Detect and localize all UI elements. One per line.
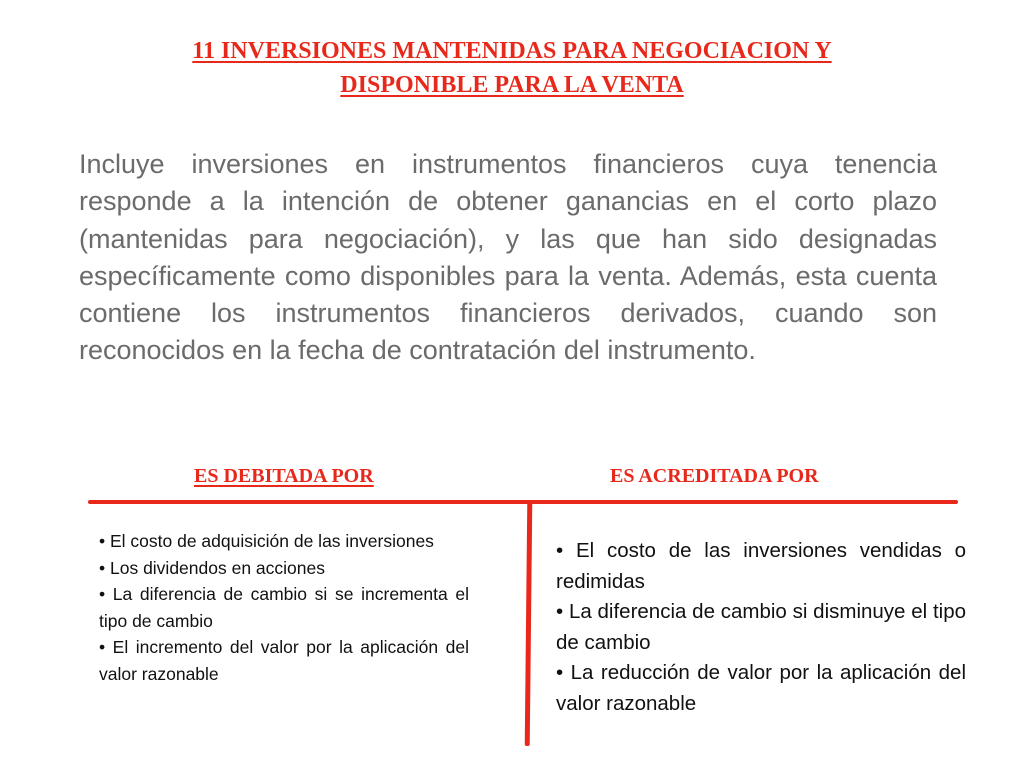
credit-list-item: • La reducción de valor por la aplicación del valor razonable [556,661,966,715]
debit-heading: ES DEBITADA POR [194,465,374,487]
slide-title-line-1: 11 INVERSIONES MANTENIDAS PARA NEGOCIACION Y [192,38,832,64]
credit-list-item: • El costo de las inversiones vendidas o redimidas [556,539,966,593]
debit-list-item: • Los dividendos en acciones [99,557,325,578]
debit-list-item: • El costo de adquisición de las inversiones [99,531,434,551]
t-account-vertical-line [525,502,533,746]
debit-list [99,528,469,687]
debit-list-item: • La diferencia de cambio si se incrementa el tipo de cambio [99,584,469,631]
debit-list-item: • El incremento del valor por la aplicación del valor razonable [99,637,469,684]
t-account-horizontal-line [88,500,958,504]
slide-title-line-2: DISPONIBLE PARA LA VENTA [340,72,684,98]
slide-title [60,34,964,102]
credit-list-item: • La diferencia de cambio si disminuye el tipo de cambio [556,600,966,654]
intro-paragraph: Incluye inversiones en instrumentos financieros cuya tenencia responde a la intención de obtener ganancias en el corto plazo (mantenidas para negociación), y las que han sido designadas específicamente como disponibles para la venta. Además, esta cuenta contiene los instrumentos financieros derivados, cuando son reconocidos en la fecha de contratación del instrumento. [79,149,937,366]
credit-heading: ES ACREDITADA POR [610,465,819,487]
credit-list [556,536,966,719]
